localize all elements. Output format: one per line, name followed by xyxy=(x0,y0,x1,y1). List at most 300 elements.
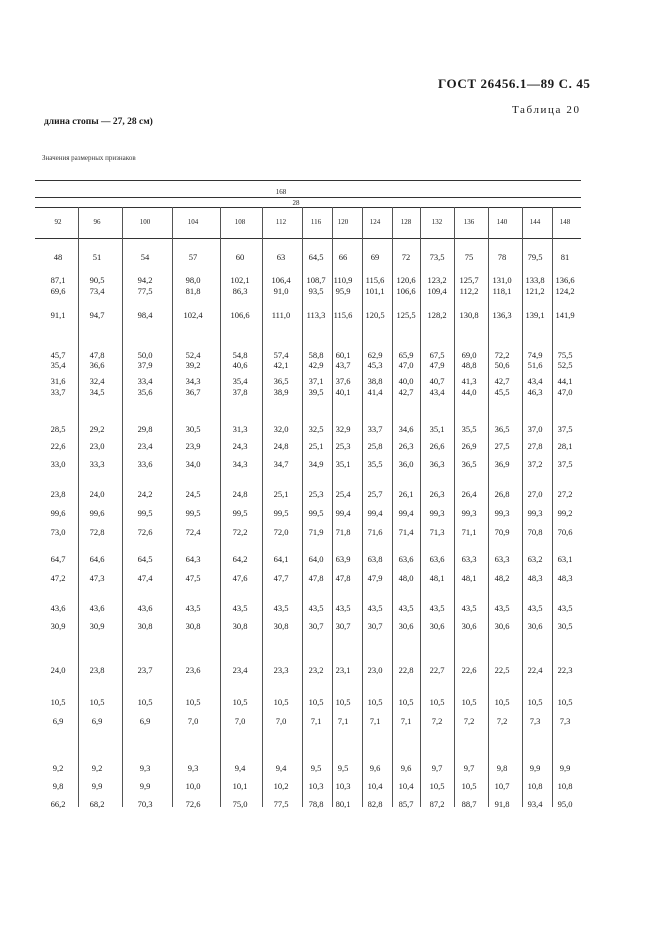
table-cell: 30,7 xyxy=(335,621,351,631)
table-cell: 9,7 xyxy=(431,763,443,773)
table-cell: 91,0 xyxy=(273,286,289,296)
table-cell: 88,7 xyxy=(461,799,477,809)
table-cell: 10,5 xyxy=(273,697,289,707)
table-cell: 47,3 xyxy=(89,573,105,583)
table-cell: 10,5 xyxy=(494,697,510,707)
table-cell: 43,4 xyxy=(527,376,543,386)
table-cell: 7,0 xyxy=(275,716,287,726)
table-cell: 98,0 xyxy=(185,275,201,285)
table-cell: 10,5 xyxy=(398,697,414,707)
table-cell: 27,2 xyxy=(557,489,573,499)
table-cell: 73,5 xyxy=(429,252,445,262)
table-cell: 110,9 xyxy=(333,275,353,285)
table-cell: 50,0 xyxy=(137,350,153,360)
table-cell: 23,4 xyxy=(137,441,153,451)
table-cell: 32,5 xyxy=(308,424,324,434)
table-cell: 141,9 xyxy=(555,310,575,320)
column-divider xyxy=(220,207,221,807)
table-cell: 63 xyxy=(276,252,286,262)
table-cell: 22,8 xyxy=(398,665,414,675)
table-cell: 66,2 xyxy=(50,799,66,809)
table-cell: 36,9 xyxy=(494,459,510,469)
column-header: 92 xyxy=(54,218,62,226)
table-cell: 42,9 xyxy=(308,360,324,370)
table-cell: 26,3 xyxy=(429,489,445,499)
table-cell: 120,5 xyxy=(365,310,385,320)
table-cell: 27,5 xyxy=(494,441,510,451)
table-cell: 112,2 xyxy=(459,286,479,296)
table-cell: 9,3 xyxy=(139,763,151,773)
table-cell: 9,9 xyxy=(529,763,541,773)
table-cell: 46,3 xyxy=(527,387,543,397)
table-cell: 109,4 xyxy=(427,286,447,296)
table-cell: 73,4 xyxy=(89,286,105,296)
column-header: 132 xyxy=(431,218,443,226)
table-cell: 136,6 xyxy=(555,275,575,285)
table-cell: 23,0 xyxy=(89,441,105,451)
table-cell: 10,4 xyxy=(367,781,383,791)
table-cell: 36,0 xyxy=(398,459,414,469)
table-cell: 34,9 xyxy=(308,459,324,469)
table-cell: 36,6 xyxy=(89,360,105,370)
table-cell: 42,7 xyxy=(494,376,510,386)
table-cell: 99,5 xyxy=(185,508,201,518)
table-cell: 52,5 xyxy=(557,360,573,370)
table-rule-top xyxy=(35,180,581,181)
table-cell: 27,0 xyxy=(527,489,543,499)
table-cell: 6,9 xyxy=(139,716,151,726)
table-cell: 39,5 xyxy=(308,387,324,397)
table-cell: 70,8 xyxy=(527,527,543,537)
table-cell: 93,4 xyxy=(527,799,543,809)
column-divider xyxy=(172,207,173,807)
table-cell: 26,3 xyxy=(398,441,414,451)
table-cell: 48,3 xyxy=(527,573,543,583)
table-cell: 33,4 xyxy=(137,376,153,386)
table-cell: 27,8 xyxy=(527,441,543,451)
table-cell: 50,6 xyxy=(494,360,510,370)
table-cell: 73,0 xyxy=(50,527,66,537)
group-header: 168 xyxy=(275,188,287,196)
table-cell: 33,7 xyxy=(367,424,383,434)
table-cell: 41,3 xyxy=(461,376,477,386)
table-cell: 10,5 xyxy=(308,697,324,707)
table-cell: 25,1 xyxy=(308,441,324,451)
table-cell: 99,3 xyxy=(494,508,510,518)
table-cell: 37,8 xyxy=(232,387,248,397)
table-cell: 31,6 xyxy=(50,376,66,386)
table-cell: 7,0 xyxy=(187,716,199,726)
table-cell: 45,5 xyxy=(494,387,510,397)
section-label: Значения размерных признаков xyxy=(42,154,136,162)
table-cell: 99,2 xyxy=(557,508,573,518)
table-cell: 30,8 xyxy=(137,621,153,631)
table-cell: 10,4 xyxy=(398,781,414,791)
table-cell: 9,8 xyxy=(52,781,64,791)
table-cell: 40,0 xyxy=(398,376,414,386)
table-cell: 42,7 xyxy=(398,387,414,397)
table-rule-2 xyxy=(35,207,581,208)
table-cell: 32,4 xyxy=(89,376,105,386)
table-cell: 99,3 xyxy=(527,508,543,518)
table-cell: 25,4 xyxy=(335,489,351,499)
table-cell: 30,7 xyxy=(308,621,324,631)
column-header: 124 xyxy=(369,218,381,226)
table-cell: 133,8 xyxy=(525,275,545,285)
table-cell: 30,8 xyxy=(273,621,289,631)
table-cell: 29,2 xyxy=(89,424,105,434)
column-header: 140 xyxy=(496,218,508,226)
table-cell: 99,4 xyxy=(398,508,414,518)
table-cell: 7,1 xyxy=(400,716,412,726)
table-cell: 26,8 xyxy=(494,489,510,499)
table-cell: 118,1 xyxy=(492,286,512,296)
table-cell: 24,3 xyxy=(232,441,248,451)
table-cell: 115,6 xyxy=(333,310,353,320)
table-cell: 81 xyxy=(560,252,570,262)
table-cell: 91,1 xyxy=(50,310,66,320)
table-cell: 23,4 xyxy=(232,665,248,675)
table-cell: 23,8 xyxy=(89,665,105,675)
table-cell: 43,5 xyxy=(557,603,573,613)
table-cell: 10,0 xyxy=(185,781,201,791)
table-cell: 36,5 xyxy=(461,459,477,469)
table-cell: 30,8 xyxy=(232,621,248,631)
table-cell: 10,5 xyxy=(527,697,543,707)
table-cell: 41,4 xyxy=(367,387,383,397)
table-cell: 9,9 xyxy=(559,763,571,773)
table-cell: 10,5 xyxy=(461,781,477,791)
table-cell: 51 xyxy=(92,252,102,262)
table-cell: 80,1 xyxy=(335,799,351,809)
table-cell: 54,8 xyxy=(232,350,248,360)
table-cell: 54 xyxy=(140,252,150,262)
table-cell: 31,3 xyxy=(232,424,248,434)
table-cell: 26,9 xyxy=(461,441,477,451)
table-cell: 121,2 xyxy=(525,286,545,296)
table-cell: 32,9 xyxy=(335,424,351,434)
table-cell: 30,6 xyxy=(461,621,477,631)
table-cell: 64,1 xyxy=(273,554,289,564)
table-cell: 99,6 xyxy=(50,508,66,518)
table-cell: 33,7 xyxy=(50,387,66,397)
table-cell: 123,2 xyxy=(427,275,447,285)
table-cell: 33,6 xyxy=(137,459,153,469)
table-cell: 7,3 xyxy=(529,716,541,726)
table-cell: 10,5 xyxy=(367,697,383,707)
table-cell: 57 xyxy=(188,252,198,262)
table-cell: 36,7 xyxy=(185,387,201,397)
table-cell: 93,5 xyxy=(308,286,324,296)
table-cell: 30,6 xyxy=(398,621,414,631)
table-cell: 34,3 xyxy=(185,376,201,386)
table-cell: 57,4 xyxy=(273,350,289,360)
table-cell: 136,3 xyxy=(492,310,512,320)
table-cell: 95,0 xyxy=(557,799,573,809)
table-cell: 63,1 xyxy=(557,554,573,564)
table-cell: 10,5 xyxy=(50,697,66,707)
table-cell: 47,4 xyxy=(137,573,153,583)
table-cell: 36,5 xyxy=(494,424,510,434)
table-cell: 24,8 xyxy=(232,489,248,499)
table-cell: 43,5 xyxy=(232,603,248,613)
table-cell: 40,1 xyxy=(335,387,351,397)
table-cell: 102,4 xyxy=(183,310,203,320)
table-cell: 85,7 xyxy=(398,799,414,809)
table-cell: 48,1 xyxy=(461,573,477,583)
table-cell: 23,8 xyxy=(50,489,66,499)
table-cell: 25,3 xyxy=(335,441,351,451)
table-cell: 24,5 xyxy=(185,489,201,499)
table-cell: 10,5 xyxy=(89,697,105,707)
table-cell: 9,5 xyxy=(337,763,349,773)
table-cell: 77,5 xyxy=(137,286,153,296)
table-cell: 22,4 xyxy=(527,665,543,675)
table-cell: 63,2 xyxy=(527,554,543,564)
table-cell: 78 xyxy=(497,252,507,262)
table-cell: 7,1 xyxy=(337,716,349,726)
table-cell: 36,3 xyxy=(429,459,445,469)
table-cell: 34,7 xyxy=(273,459,289,469)
table-cell: 125,7 xyxy=(459,275,479,285)
table-cell: 44,0 xyxy=(461,387,477,397)
table-cell: 43,6 xyxy=(137,603,153,613)
table-cell: 91,8 xyxy=(494,799,510,809)
table-cell: 52,4 xyxy=(185,350,201,360)
table-cell: 81,8 xyxy=(185,286,201,296)
table-cell: 72,0 xyxy=(273,527,289,537)
table-cell: 64,2 xyxy=(232,554,248,564)
table-cell: 35,1 xyxy=(429,424,445,434)
table-cell: 69,6 xyxy=(50,286,66,296)
table-cell: 72,4 xyxy=(185,527,201,537)
table-cell: 47,0 xyxy=(398,360,414,370)
table-cell: 106,6 xyxy=(230,310,250,320)
table-cell: 63,3 xyxy=(461,554,477,564)
table-cell: 26,4 xyxy=(461,489,477,499)
table-cell: 10,1 xyxy=(232,781,248,791)
table-cell: 47,8 xyxy=(89,350,105,360)
table-cell: 47,9 xyxy=(367,573,383,583)
table-cell: 48,0 xyxy=(398,573,414,583)
table-cell: 71,6 xyxy=(367,527,383,537)
table-cell: 131,0 xyxy=(492,275,512,285)
table-cell: 63,9 xyxy=(335,554,351,564)
column-header: 112 xyxy=(275,218,287,226)
table-cell: 30,5 xyxy=(185,424,201,434)
table-cell: 9,6 xyxy=(400,763,412,773)
table-cell: 78,8 xyxy=(308,799,324,809)
table-cell: 30,6 xyxy=(527,621,543,631)
table-cell: 48,1 xyxy=(429,573,445,583)
table-cell: 9,7 xyxy=(463,763,475,773)
table-cell: 10,7 xyxy=(494,781,510,791)
table-cell: 44,1 xyxy=(557,376,573,386)
page-header: ГОСТ 26456.1—89 С. 45 xyxy=(438,76,591,91)
table-cell: 101,1 xyxy=(365,286,385,296)
table-cell: 43,5 xyxy=(308,603,324,613)
table-cell: 47,8 xyxy=(308,573,324,583)
table-cell: 38,8 xyxy=(367,376,383,386)
table-cell: 28,1 xyxy=(557,441,573,451)
table-cell: 63,8 xyxy=(367,554,383,564)
table-cell: 99,5 xyxy=(232,508,248,518)
table-cell: 128,2 xyxy=(427,310,447,320)
table-cell: 22,3 xyxy=(557,665,573,675)
table-cell: 72,2 xyxy=(232,527,248,537)
table-cell: 47,5 xyxy=(185,573,201,583)
table-rule-1 xyxy=(35,197,581,198)
column-header: 144 xyxy=(529,218,541,226)
column-header: 100 xyxy=(139,218,151,226)
table-cell: 64,6 xyxy=(89,554,105,564)
table-cell: 65,9 xyxy=(398,350,414,360)
table-cell: 77,5 xyxy=(273,799,289,809)
table-cell: 60 xyxy=(235,252,245,262)
table-cell: 48 xyxy=(53,252,63,262)
table-rule-3 xyxy=(35,238,581,239)
table-cell: 7,1 xyxy=(310,716,322,726)
table-cell: 7,2 xyxy=(496,716,508,726)
table-cell: 72,8 xyxy=(89,527,105,537)
table-cell: 106,4 xyxy=(271,275,291,285)
table-cell: 43,6 xyxy=(89,603,105,613)
table-cell: 9,6 xyxy=(369,763,381,773)
table-cell: 70,3 xyxy=(137,799,153,809)
table-cell: 43,5 xyxy=(185,603,201,613)
table-cell: 35,4 xyxy=(50,360,66,370)
table-cell: 47,7 xyxy=(273,573,289,583)
table-cell: 47,0 xyxy=(557,387,573,397)
table-cell: 10,5 xyxy=(232,697,248,707)
table-cell: 25,8 xyxy=(367,441,383,451)
table-cell: 22,6 xyxy=(461,665,477,675)
table-cell: 63,6 xyxy=(429,554,445,564)
table-cell: 35,4 xyxy=(232,376,248,386)
table-cell: 7,2 xyxy=(463,716,475,726)
table-cell: 43,5 xyxy=(461,603,477,613)
table-cell: 25,1 xyxy=(273,489,289,499)
table-cell: 86,3 xyxy=(232,286,248,296)
table-cell: 35,5 xyxy=(367,459,383,469)
table-cell: 33,3 xyxy=(89,459,105,469)
table-cell: 64,5 xyxy=(137,554,153,564)
table-cell: 71,9 xyxy=(308,527,324,537)
table-cell: 34,5 xyxy=(89,387,105,397)
table-cell: 34,6 xyxy=(398,424,414,434)
table-cell: 111,0 xyxy=(271,310,291,320)
table-cell: 10,3 xyxy=(335,781,351,791)
table-cell: 48,2 xyxy=(494,573,510,583)
table-cell: 43,6 xyxy=(50,603,66,613)
table-cell: 43,5 xyxy=(429,603,445,613)
table-cell: 95,9 xyxy=(335,286,351,296)
table-cell: 43,5 xyxy=(398,603,414,613)
table-cell: 42,1 xyxy=(273,360,289,370)
table-cell: 69 xyxy=(370,252,380,262)
table-cell: 35,6 xyxy=(137,387,153,397)
table-cell: 94,2 xyxy=(137,275,153,285)
column-header: 136 xyxy=(463,218,475,226)
table-cell: 43,5 xyxy=(367,603,383,613)
table-cell: 43,7 xyxy=(335,360,351,370)
table-cell: 30,6 xyxy=(494,621,510,631)
table-cell: 66 xyxy=(338,252,348,262)
table-cell: 9,2 xyxy=(91,763,103,773)
table-cell: 64,7 xyxy=(50,554,66,564)
table-cell: 23,7 xyxy=(137,665,153,675)
table-cell: 23,0 xyxy=(367,665,383,675)
table-cell: 37,5 xyxy=(557,424,573,434)
table-cell: 39,2 xyxy=(185,360,201,370)
table-cell: 102,1 xyxy=(230,275,250,285)
table-cell: 69,0 xyxy=(461,350,477,360)
table-cell: 33,0 xyxy=(50,459,66,469)
table-cell: 24,2 xyxy=(137,489,153,499)
table-cell: 124,2 xyxy=(555,286,575,296)
table-cell: 23,2 xyxy=(308,665,324,675)
table-cell: 7,0 xyxy=(234,716,246,726)
table-number: Таблица 20 xyxy=(512,104,581,116)
table-cell: 28,5 xyxy=(50,424,66,434)
table-cell: 9,9 xyxy=(91,781,103,791)
table-cell: 36,5 xyxy=(273,376,289,386)
table-cell: 37,5 xyxy=(557,459,573,469)
subgroup-header: 28 xyxy=(292,199,300,207)
table-cell: 34,3 xyxy=(232,459,248,469)
table-cell: 23,3 xyxy=(273,665,289,675)
column-header: 120 xyxy=(337,218,349,226)
table-cell: 72,2 xyxy=(494,350,510,360)
table-cell: 47,9 xyxy=(429,360,445,370)
table-cell: 30,5 xyxy=(557,621,573,631)
table-cell: 43,4 xyxy=(429,387,445,397)
table-cell: 10,5 xyxy=(557,697,573,707)
table-cell: 63,6 xyxy=(398,554,414,564)
table-cell: 72 xyxy=(401,252,411,262)
table-cell: 99,5 xyxy=(308,508,324,518)
table-cell: 25,3 xyxy=(308,489,324,499)
table-cell: 62,9 xyxy=(367,350,383,360)
table-cell: 10,8 xyxy=(557,781,573,791)
table-cell: 23,6 xyxy=(185,665,201,675)
table-cell: 125,5 xyxy=(396,310,416,320)
table-cell: 71,3 xyxy=(429,527,445,537)
table-cell: 26,1 xyxy=(398,489,414,499)
table-cell: 82,8 xyxy=(367,799,383,809)
table-cell: 64,3 xyxy=(185,554,201,564)
table-cell: 87,1 xyxy=(50,275,66,285)
column-header: 148 xyxy=(559,218,571,226)
table-cell: 74,9 xyxy=(527,350,543,360)
table-cell: 67,5 xyxy=(429,350,445,360)
table-cell: 22,7 xyxy=(429,665,445,675)
table-cell: 30,9 xyxy=(50,621,66,631)
table-cell: 58,8 xyxy=(308,350,324,360)
table-cell: 38,9 xyxy=(273,387,289,397)
table-cell: 9,5 xyxy=(310,763,322,773)
table-cell: 7,3 xyxy=(559,716,571,726)
table-cell: 99,3 xyxy=(429,508,445,518)
table-cell: 120,6 xyxy=(396,275,416,285)
table-cell: 71,8 xyxy=(335,527,351,537)
table-subtitle: длина стопы — 27, 28 см) xyxy=(44,117,153,127)
table-cell: 23,1 xyxy=(335,665,351,675)
table-cell: 43,5 xyxy=(494,603,510,613)
table-cell: 43,5 xyxy=(527,603,543,613)
table-cell: 139,1 xyxy=(525,310,545,320)
table-cell: 9,8 xyxy=(496,763,508,773)
